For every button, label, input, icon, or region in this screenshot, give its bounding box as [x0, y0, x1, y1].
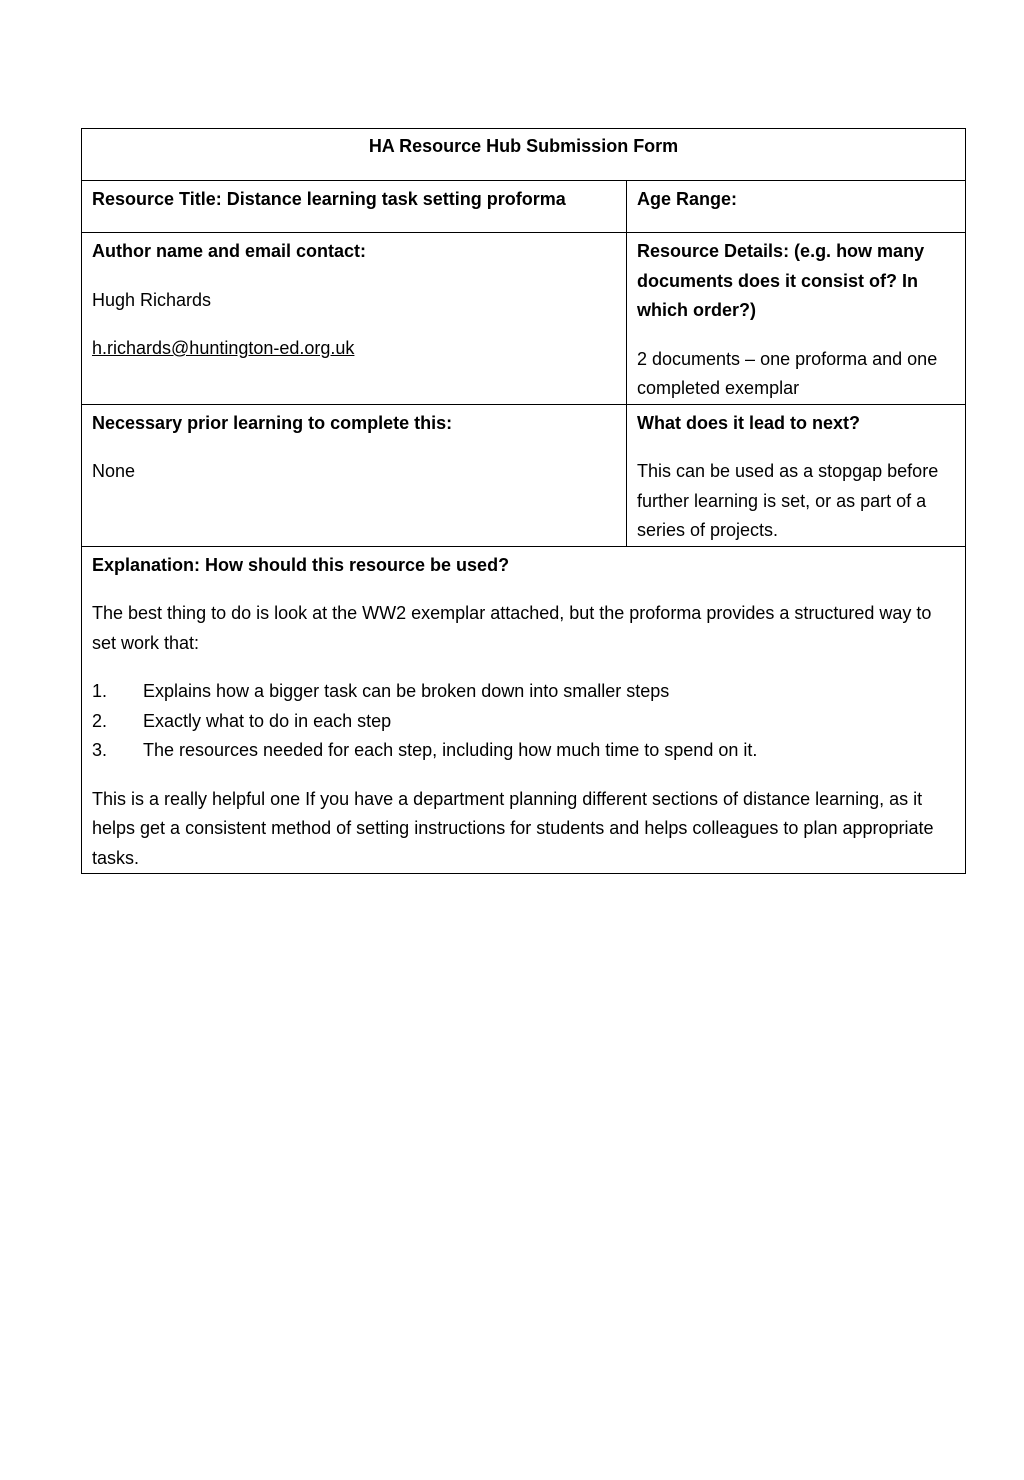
resource-details-cell [627, 233, 966, 405]
resource-details-value: 2 documents – one proforma and one completed exemplar [637, 348, 938, 398]
list-item-text: Explains how a bigger task can be broken down into smaller steps [143, 681, 670, 701]
form-title-row [82, 129, 966, 181]
explanation-cell [82, 546, 966, 874]
age-range-cell: Age Range: [627, 181, 966, 233]
form-title: HA Resource Hub Submission Form [82, 129, 966, 181]
prior-learning-cell [82, 404, 627, 546]
submission-form-table [81, 128, 966, 874]
author-email-link[interactable]: h.richards@huntington-ed.org.uk [92, 338, 355, 358]
author-label: Author name and email contact: [92, 241, 367, 261]
resource-details-label: Resource Details: (e.g. how many documents does it consist of? In which order?) [637, 241, 925, 320]
prior-learning-label: Necessary prior learning to complete this: [92, 412, 453, 433]
explanation-outro: This is a really helpful one If you have a department planning different sections of distance learning, as it helps get a consistent method of setting instructions for students and helps colleagues to plan appropriate tasks. [92, 788, 934, 868]
list-item-number: 3. [92, 740, 108, 760]
list-item-text: The resources needed for each step, including how much time to spend on it. [143, 740, 758, 760]
lead-to-next-label: What does it lead to next? [637, 412, 861, 433]
author-row [82, 233, 966, 405]
author-cell [82, 233, 627, 405]
list-item [92, 677, 955, 707]
explanation-intro: The best thing to do is look at the WW2 exemplar attached, but the proforma provides a structured way to set work that: [92, 603, 932, 653]
lead-to-next-value: This can be used as a stopgap before further learning is set, or as part of a series of projects. [637, 461, 939, 540]
lead-to-next-cell [627, 404, 966, 546]
prior-learning-row [82, 404, 966, 546]
explanation-row [82, 546, 966, 874]
resource-title-row [82, 181, 966, 233]
resource-title-cell: Resource Title: Distance learning task setting proforma [82, 181, 627, 233]
explanation-label: Explanation: How should this resource be used? [92, 554, 510, 575]
list-item [92, 736, 955, 766]
steps-list [92, 677, 955, 766]
prior-learning-value: None [92, 461, 136, 481]
author-name: Hugh Richards [92, 289, 212, 310]
list-item-text: Exactly what to do in each step [143, 710, 392, 731]
list-item [92, 707, 955, 737]
list-item-number: 1. [92, 681, 108, 701]
list-item-number: 2. [92, 710, 108, 731]
